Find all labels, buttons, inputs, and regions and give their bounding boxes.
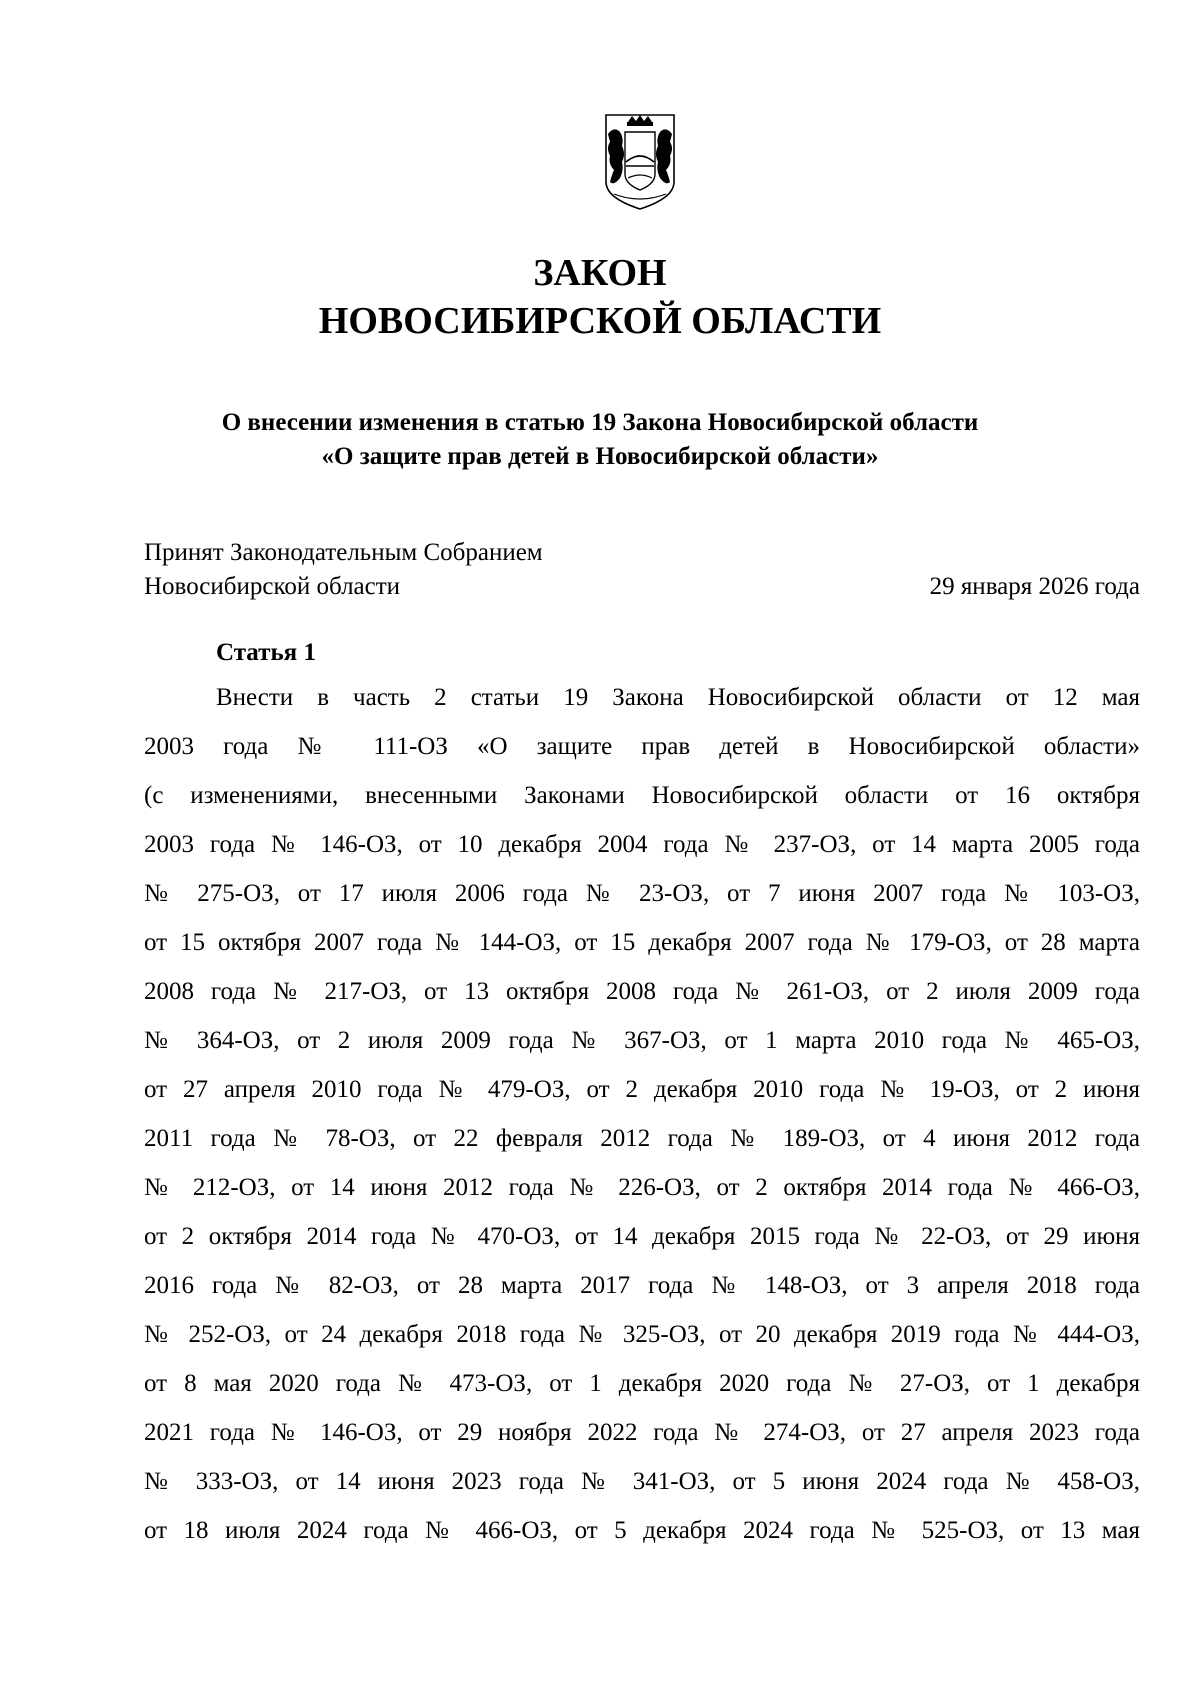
article-body-line: № 252-ОЗ, от 24 декабря 2018 года № 325-ОЗ, от 20 декабря 2019 года № 444-ОЗ,	[144, 1321, 1140, 1348]
article-body-line: № 364-ОЗ, от 2 июля 2009 года № 367-ОЗ, от 1 марта 2010 года № 465-ОЗ,	[144, 1027, 1140, 1054]
article-body-line: № 212-ОЗ, от 14 июня 2012 года № 226-ОЗ, от 2 октября 2014 года № 466-ОЗ,	[144, 1174, 1140, 1201]
article-body-line: от 27 апреля 2010 года № 479-ОЗ, от 2 декабря 2010 года № 19-ОЗ, от 2 июня	[144, 1076, 1140, 1103]
law-subject-line1: О внесении изменения в статью 19 Закона Новосибирской области	[221, 409, 979, 436]
law-subject-line2: «О защите прав детей в Новосибирской области»	[321, 443, 879, 470]
article-body-line: от 15 октября 2007 года № 144-ОЗ, от 15 декабря 2007 года № 179-ОЗ, от 28 марта	[144, 929, 1140, 956]
article-body-line: 2016 года № 82-ОЗ, от 28 марта 2017 года № 148-ОЗ, от 3 апреля 2018 года	[144, 1272, 1140, 1299]
article-body-line: 2008 года № 217-ОЗ, от 13 октября 2008 года № 261-ОЗ, от 2 июля 2009 года	[144, 978, 1140, 1005]
coat-of-arms-icon	[600, 112, 680, 212]
article-body	[144, 681, 1140, 1563]
article-body-line: от 8 мая 2020 года № 473-ОЗ, от 1 декабря 2020 года № 27-ОЗ, от 1 декабря	[144, 1370, 1140, 1397]
adoption-line2: Новосибирской области	[144, 573, 401, 600]
adoption-line1: Принят Законодательным Собранием	[144, 539, 543, 566]
article-body-line: 2003 года № 111-ОЗ «О защите прав детей в Новосибирской области»	[144, 733, 1140, 760]
article-body-line: от 2 октября 2014 года № 470-ОЗ, от 14 декабря 2015 года № 22-ОЗ, от 29 июня	[144, 1223, 1140, 1250]
article-body-line: Внести в часть 2 статьи 19 Закона Новосибирской области от 12 мая	[216, 684, 1140, 711]
article-body-line: 2011 года № 78-ОЗ, от 22 февраля 2012 года № 189-ОЗ, от 4 июня 2012 года	[144, 1125, 1140, 1152]
article-body-line: 2003 года № 146-ОЗ, от 10 декабря 2004 года № 237-ОЗ, от 14 марта 2005 года	[144, 831, 1140, 858]
article-body-line: (с изменениями, внесенными Законами Новосибирской области от 16 октября	[144, 782, 1140, 809]
document-title-line2: НОВОСИБИРСКОЙ ОБЛАСТИ	[318, 300, 882, 342]
adoption-date: 29 января 2026 года	[929, 573, 1140, 600]
article-heading: Статья 1	[216, 639, 316, 666]
article-body-line: № 275-ОЗ, от 17 июля 2006 года № 23-ОЗ, от 7 июня 2007 года № 103-ОЗ,	[144, 880, 1140, 907]
article-body-line: от 18 июля 2024 года № 466-ОЗ, от 5 декабря 2024 года № 525-ОЗ, от 13 мая	[144, 1517, 1140, 1544]
article-body-line: № 333-ОЗ, от 14 июня 2023 года № 341-ОЗ, от 5 июня 2024 года № 458-ОЗ,	[144, 1468, 1140, 1495]
article-body-line: 2021 года № 146-ОЗ, от 29 ноября 2022 года № 274-ОЗ, от 27 апреля 2023 года	[144, 1419, 1140, 1446]
document-title-line1: ЗАКОН	[533, 252, 667, 294]
